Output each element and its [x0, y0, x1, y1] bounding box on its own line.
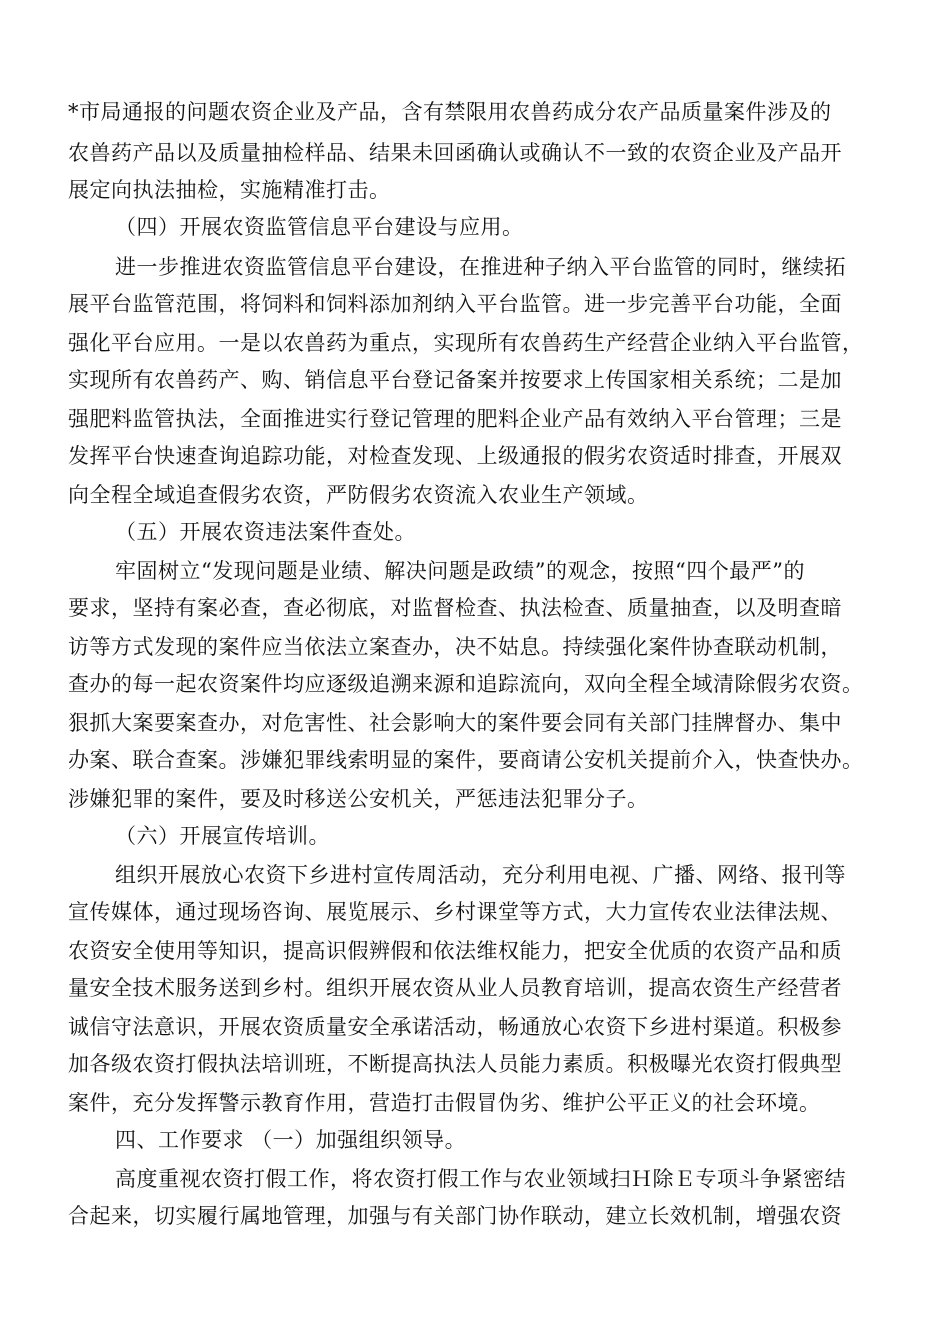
text-line: 合起来，切实履行属地管理，加强与有关部门协作联动，建立长效机制，增强农资 — [68, 1204, 842, 1228]
text-line: 高度重视农资打假工作，将农资打假工作与农业领域扫Ｈ除Ｅ专项斗争紧密结 — [115, 1167, 846, 1191]
text-line: *市局通报的问题农资企业及产品，含有禁限用农兽药成分农产品质量案件涉及的 — [68, 100, 832, 124]
text-line: 狠抓大案要案查办，对危害性、社会影响大的案件要会同有关部门挂牌督办、集中 — [68, 711, 842, 735]
section-heading: （六）开展宣传培训。 — [115, 824, 330, 848]
text-line: 强肥料监管执法，全面推进实行登记管理的肥料企业产品有效纳入平台管理；三是 — [68, 407, 842, 431]
section-heading: （五）开展农资违法案件查处。 — [115, 520, 416, 544]
text-line: 发挥平台快速查询追踪功能，对检查发现、上级通报的假劣农资适时排查，开展双 — [68, 444, 842, 468]
text-line: 牢固树立“发现问题是业绩、解决问题是政绩”的观念，按照“四个最严”的 — [115, 559, 805, 583]
text-line: 查办的每一起农资案件均应逐级追溯来源和追踪流向，双向全程全域清除假劣农资。 — [68, 672, 864, 696]
text-line: 案件，充分发挥警示教育作用，营造打击假冒伪劣、维护公平正义的社会环境。 — [68, 1091, 821, 1115]
text-line: 加各级农资打假执法培训班，不断提高执法人员能力素质。积极曝光农资打假典型 — [68, 1052, 842, 1076]
text-line: 展平台监管范围，将饲料和饲料添加剂纳入平台监管。进一步完善平台功能，全面 — [68, 292, 842, 316]
text-line: 展定向执法抽检，实施精准打击。 — [68, 178, 391, 202]
text-line: 农兽药产品以及质量抽检样品、结果未回函确认或确认不一致的农资企业及产品开 — [68, 141, 842, 165]
text-line: 强化平台应用。一是以农兽药为重点，实现所有农兽药生产经营企业纳入平台监管， — [68, 331, 864, 355]
text-line: 向全程全域追查假劣农资，严防假劣农资流入农业生产领域。 — [68, 483, 649, 507]
text-line: 组织开展放心农资下乡进村宣传周活动，充分利用电视、广播、网络、报刊等 — [115, 863, 846, 887]
text-line: 实现所有农兽药产、购、销信息平台登记备案并按要求上传国家相关系统；二是加 — [68, 368, 842, 392]
section-heading: （四）开展农资监管信息平台建设与应用。 — [115, 215, 524, 239]
section-heading: 四、工作要求 （一）加强组织领导。 — [115, 1128, 467, 1152]
text-line: 要求，坚持有案必查，查必彻底，对监督检查、执法检查、质量抽查，以及明查暗 — [68, 596, 842, 620]
text-line: 进一步推进农资监管信息平台建设，在推进种子纳入平台监管的同时，继续拓 — [115, 255, 846, 279]
text-line: 农资安全使用等知识，提高识假辨假和依法维权能力，把安全优质的农资产品和质 — [68, 939, 842, 963]
text-line: 诚信守法意识，开展农资质量安全承诺活动，畅通放心农资下乡进村渠道。积极参 — [68, 1015, 842, 1039]
text-line: 办案、联合查案。涉嫌犯罪线索明显的案件，要商请公安机关提前介入，快查快办。 — [68, 748, 864, 772]
text-line: 涉嫌犯罪的案件，要及时移送公安机关，严惩违法犯罪分子。 — [68, 787, 649, 811]
text-line: 访等方式发现的案件应当依法立案查办，决不姑息。持续强化案件协查联动机制， — [68, 635, 842, 659]
text-line: 量安全技术服务送到乡村。组织开展农资从业人员教育培训，提高农资生产经营者 — [68, 976, 842, 1000]
text-line: 宣传媒体，通过现场咨询、展览展示、乡村课堂等方式，大力宣传农业法律法规、 — [68, 900, 842, 924]
